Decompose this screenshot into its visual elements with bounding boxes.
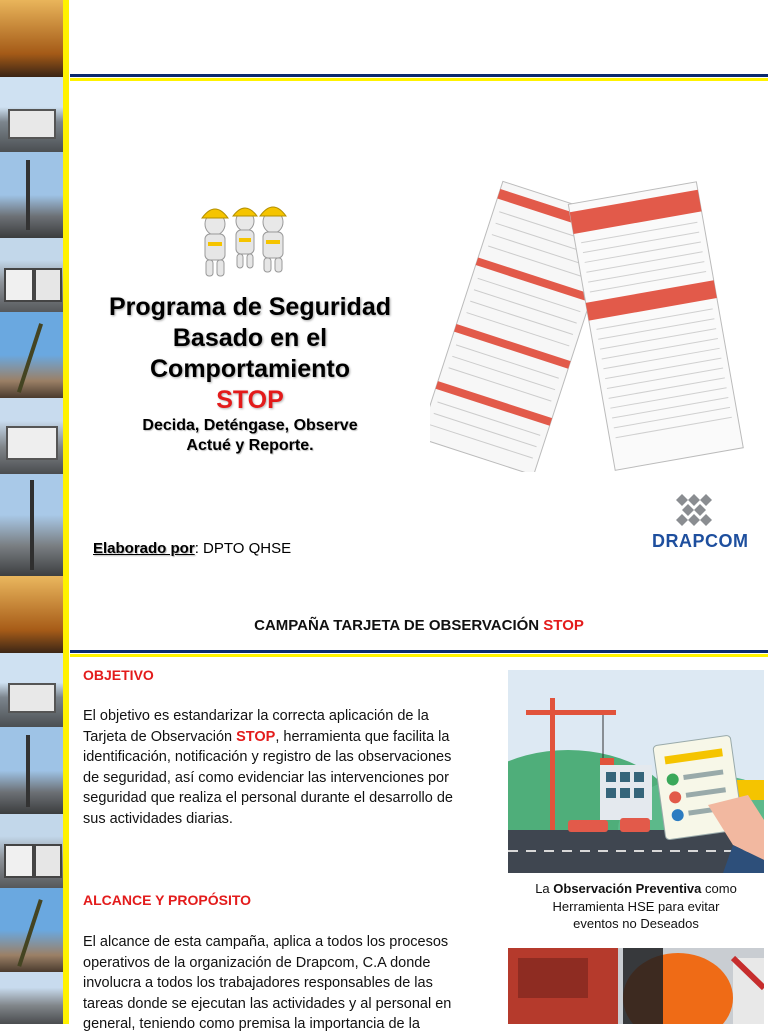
illustration-caption: La Observación Preventiva como Herramienta HSE para evitar eventos no Deseados xyxy=(535,881,737,931)
section-rule-yellow xyxy=(70,654,768,657)
photo-tile-trucks-2 xyxy=(0,814,63,888)
photo-tile-drill xyxy=(0,312,63,398)
author-label: Elaborado por xyxy=(93,540,195,557)
stop-cards-image xyxy=(430,172,750,472)
photo-tile-truck xyxy=(0,77,63,152)
photo-tile-drill-2 xyxy=(0,888,63,972)
alcance-heading: ALCANCE Y PROPÓSITO xyxy=(83,892,252,908)
photo-tile-derrick xyxy=(0,152,63,238)
logo-text: DRAPCOM xyxy=(652,531,749,551)
tagline: Decida, Deténgase, Observe Actué y Reporte. xyxy=(142,417,358,454)
observation-illustration xyxy=(508,670,764,873)
photo-tile-sunset-rig-2 xyxy=(0,576,63,653)
alcance-paragraph: El alcance de esta campaña, aplica a todos los procesos operativos de la organización de Drapcom, C.A donde involucra a todos los trabajadores responsables de las tareas donde se ejecutan las actividades y al personal en general, teniendo como premisa la importancia de la xyxy=(83,934,452,1033)
author-line xyxy=(93,540,291,557)
objetivo-paragraph: El objetivo es estandarizar la correcta aplicación de la Tarjeta de Observación STOP, herramienta que facilita la identificación, notificación y registro de las observaciones de seguridad, así como evidenciar las intervenciones por seguridad que realiza el personal durante el desarrollo de sus actividades diarias. xyxy=(83,708,453,827)
photo-tile-truck-4 xyxy=(0,972,63,1024)
photo-tile-derrick-3 xyxy=(0,727,63,814)
header-rule-navy xyxy=(70,74,768,77)
safety-workers-icon xyxy=(190,198,295,280)
header-rule-yellow xyxy=(70,78,768,81)
author-value: : DPTO QHSE xyxy=(194,540,292,557)
section-rule-navy xyxy=(70,650,768,653)
photo-tile-sunset-rig xyxy=(0,0,63,77)
photo-tile-truck-2 xyxy=(0,398,63,474)
photo-tile-derrick-2 xyxy=(0,474,63,576)
stop-label: STOP xyxy=(216,386,284,414)
drapcom-logo-icon xyxy=(652,490,737,530)
program-title: Programa de Seguridad Basado en el Comportamiento xyxy=(108,293,392,383)
objetivo-heading: OBJETIVO xyxy=(83,667,154,683)
campaign-title: CAMPAÑA TARJETA DE OBSERVACIÓN STOP xyxy=(254,617,584,634)
photo-tile-trucks xyxy=(0,238,63,312)
photo-tile-truck-3 xyxy=(0,653,63,727)
yellow-side-bar xyxy=(63,0,69,1024)
photo-strip xyxy=(0,0,63,1024)
worker-helmet-photo xyxy=(508,948,764,1024)
